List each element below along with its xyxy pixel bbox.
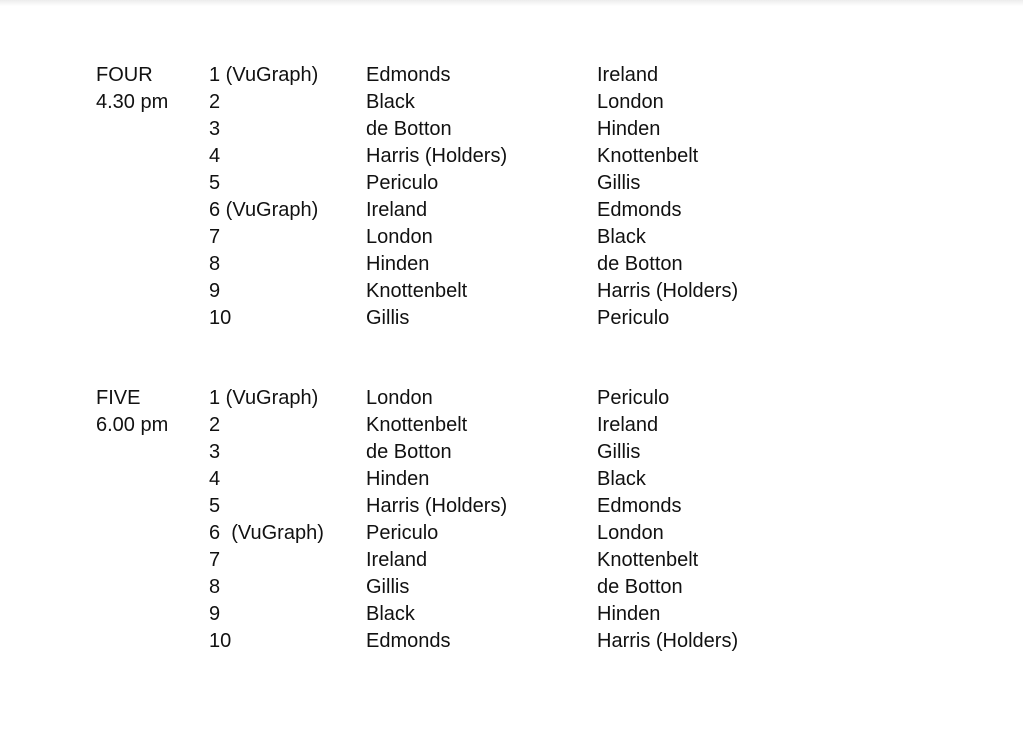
away-team: Black: [597, 226, 646, 248]
table-number: 10: [209, 307, 232, 329]
match-row: [0, 89, 1023, 116]
table-number: 5: [209, 172, 221, 194]
away-team: Periculo: [597, 387, 670, 409]
round-time: 6.00 pm: [96, 414, 169, 436]
home-team: de Botton: [366, 441, 452, 463]
away-team: Knottenbelt: [597, 549, 699, 571]
home-team: Ireland: [366, 549, 428, 571]
match-row: [0, 143, 1023, 170]
table-number: 8: [209, 576, 221, 598]
home-team: Edmonds: [366, 64, 451, 86]
match-row: [0, 439, 1023, 466]
match-row: [0, 224, 1023, 251]
match-row: [0, 385, 1023, 412]
table-number: 3: [209, 118, 221, 140]
away-team: Gillis: [597, 172, 641, 194]
home-team: Edmonds: [366, 630, 451, 652]
match-row: [0, 305, 1023, 332]
table-number: 6 (VuGraph): [209, 522, 324, 544]
away-team: Ireland: [597, 414, 659, 436]
table-number: 6 (VuGraph): [209, 199, 319, 221]
round-name: FIVE: [96, 387, 141, 409]
away-team: Edmonds: [597, 495, 682, 517]
table-number: 1 (VuGraph): [209, 387, 319, 409]
table-number: 7: [209, 226, 221, 248]
away-team: Harris (Holders): [597, 630, 739, 652]
match-row: [0, 412, 1023, 439]
home-team: Hinden: [366, 253, 430, 275]
round-name: FOUR: [96, 64, 153, 86]
table-number: 4: [209, 145, 221, 167]
round-time: 4.30 pm: [96, 91, 169, 113]
table-number: 9: [209, 280, 221, 302]
table-number: 4: [209, 468, 221, 490]
match-row: [0, 116, 1023, 143]
away-team: Knottenbelt: [597, 145, 699, 167]
away-team: Edmonds: [597, 199, 682, 221]
away-team: Hinden: [597, 603, 661, 625]
home-team: London: [366, 387, 433, 409]
match-row: [0, 493, 1023, 520]
away-team: London: [597, 91, 664, 113]
match-row: [0, 628, 1023, 655]
match-row: [0, 574, 1023, 601]
table-number: 3: [209, 441, 221, 463]
home-team: Ireland: [366, 199, 428, 221]
home-team: London: [366, 226, 433, 248]
away-team: Ireland: [597, 64, 659, 86]
match-row: [0, 197, 1023, 224]
match-row: [0, 170, 1023, 197]
match-row: [0, 466, 1023, 493]
away-team: Gillis: [597, 441, 641, 463]
table-number: 1 (VuGraph): [209, 64, 319, 86]
match-row: [0, 520, 1023, 547]
table-number: 9: [209, 603, 221, 625]
table-number: 8: [209, 253, 221, 275]
away-team: de Botton: [597, 253, 683, 275]
match-row: [0, 547, 1023, 574]
table-number: 5: [209, 495, 221, 517]
home-team: Gillis: [366, 307, 410, 329]
away-team: Black: [597, 468, 646, 490]
home-team: Knottenbelt: [366, 414, 468, 436]
match-row: [0, 62, 1023, 89]
home-team: Gillis: [366, 576, 410, 598]
match-row: [0, 278, 1023, 305]
away-team: de Botton: [597, 576, 683, 598]
home-team: Knottenbelt: [366, 280, 468, 302]
away-team: Periculo: [597, 307, 670, 329]
home-team: Harris (Holders): [366, 145, 508, 167]
table-number: 7: [209, 549, 221, 571]
match-row: [0, 601, 1023, 628]
home-team: Hinden: [366, 468, 430, 490]
home-team: Black: [366, 603, 415, 625]
table-number: 10: [209, 630, 232, 652]
home-team: Periculo: [366, 172, 439, 194]
away-team: Harris (Holders): [597, 280, 739, 302]
table-number: 2: [209, 414, 221, 436]
match-row: [0, 251, 1023, 278]
home-team: Periculo: [366, 522, 439, 544]
away-team: London: [597, 522, 664, 544]
home-team: de Botton: [366, 118, 452, 140]
away-team: Hinden: [597, 118, 661, 140]
table-number: 2: [209, 91, 221, 113]
home-team: Black: [366, 91, 415, 113]
home-team: Harris (Holders): [366, 495, 508, 517]
